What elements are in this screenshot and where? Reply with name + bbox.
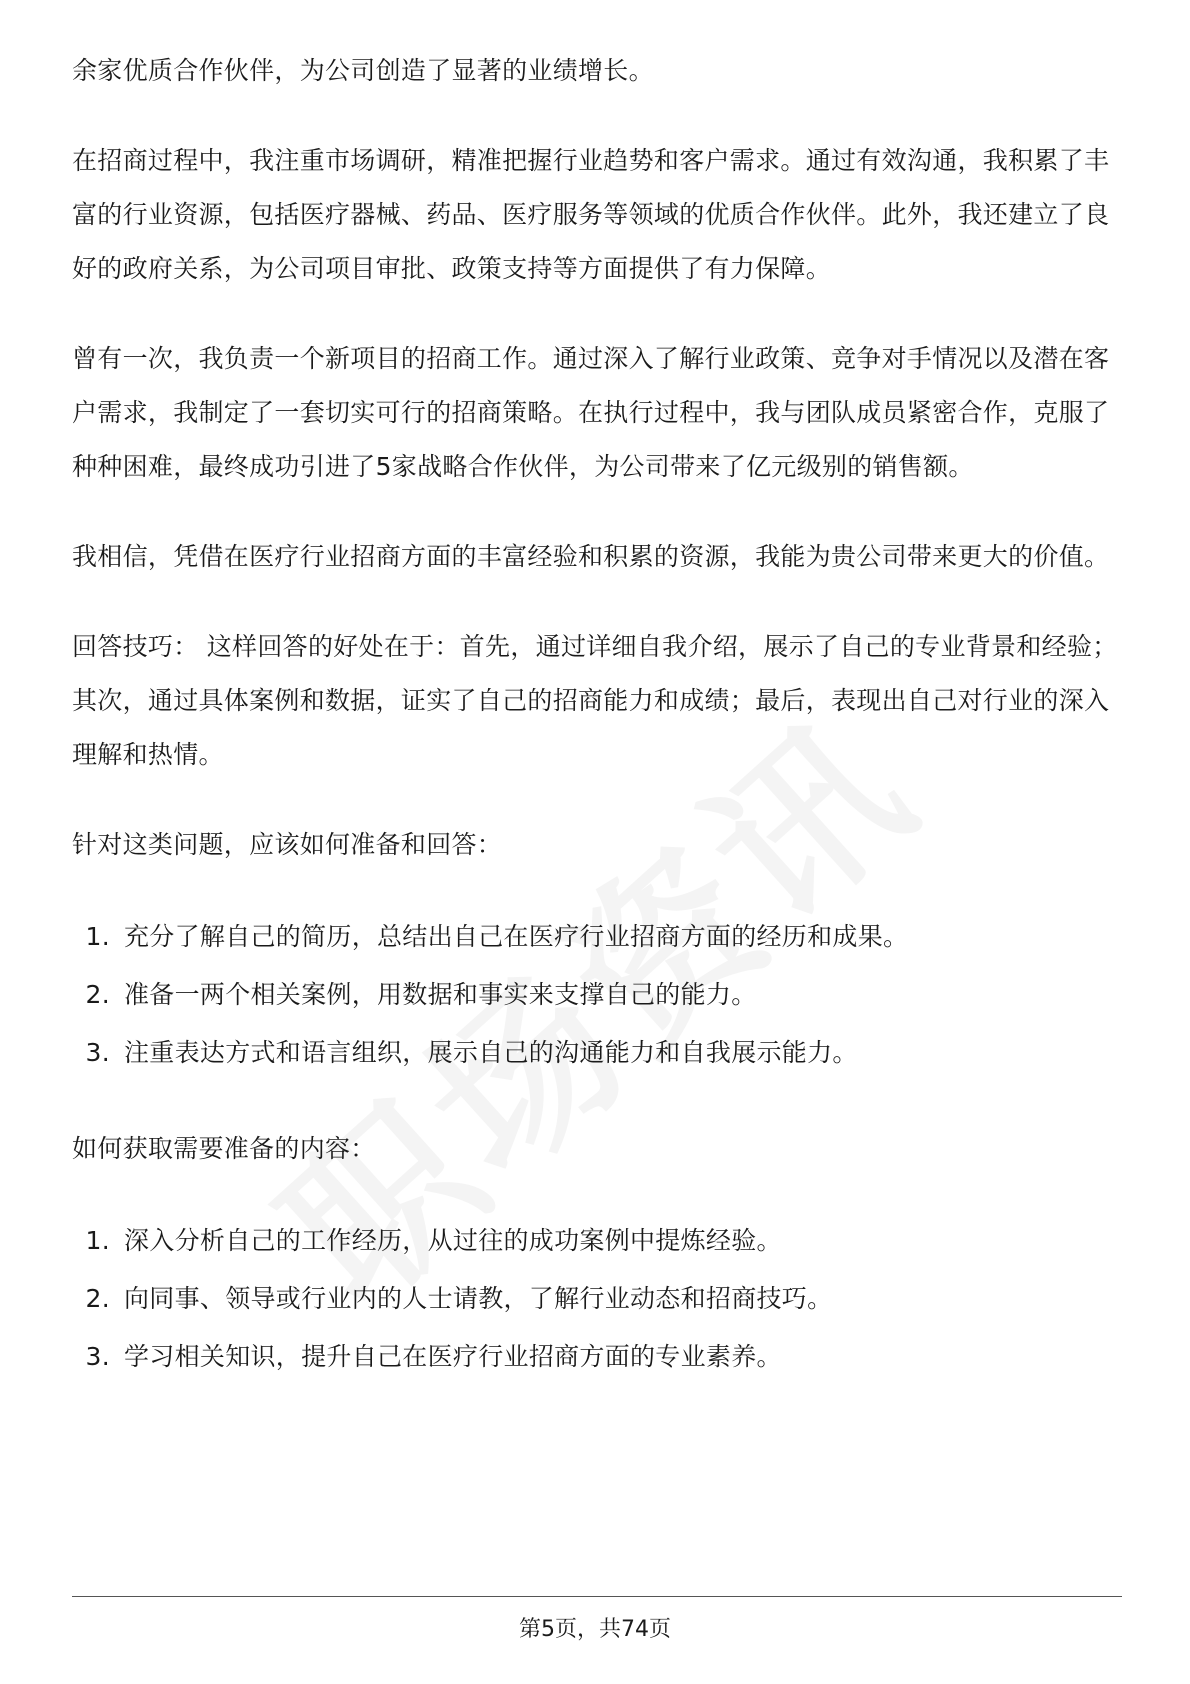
list-item-number: 3. xyxy=(85,1342,110,1371)
paragraph-conclusion: 我相信，凭借在医疗行业招商方面的丰富经验和积累的资源，我能为贵公司带来更大的价值。 xyxy=(72,542,1110,571)
list-item-text: 学习相关知识，提升自己在医疗行业招商方面的专业素养。 xyxy=(124,1342,782,1371)
list-item xyxy=(72,1024,1122,1082)
list-item xyxy=(72,1328,1122,1386)
paragraph-how-to-prepare-heading: 针对这类问题，应该如何准备和回答： xyxy=(72,830,503,859)
list-item-text: 注重表达方式和语言组织，展示自己的沟通能力和自我展示能力。 xyxy=(124,1038,858,1067)
list-item xyxy=(72,908,1122,966)
prepare-list xyxy=(72,908,1122,1082)
page-number: 第5页，共74页 xyxy=(519,1617,671,1642)
list-item-text: 向同事、领导或行业内的人士请教，了解行业动态和招商技巧。 xyxy=(124,1284,833,1313)
paragraph-project-example: 曾有一次，我负责一个新项目的招商工作。通过深入了解行业政策、竞争对手情况以及潜在客户需求，我制定了一套切实可行的招商策略。在执行过程中，我与团队成员紧密合作，克服了种种困难，最终成功引进了5家战略合作伙伴，为公司带来了亿元级别的销售额。 xyxy=(72,344,1110,481)
list-item-number: 1. xyxy=(85,922,110,951)
list-item-text: 准备一两个相关案例，用数据和事实来支撑自己的能力。 xyxy=(124,980,757,1009)
list-item-number: 3. xyxy=(85,1038,110,1067)
paragraph-recruiting-process: 在招商过程中，我注重市场调研，精准把握行业趋势和客户需求。通过有效沟通，我积累了丰富的行业资源，包括医疗器械、药品、医疗服务等领域的优质合作伙伴。此外，我还建立了良好的政府关系，为公司项目审批、政策支持等方面提供了有力保障。 xyxy=(72,146,1110,283)
list-item-number: 2. xyxy=(85,980,110,1009)
list-item-text: 深入分析自己的工作经历，从过往的成功案例中提炼经验。 xyxy=(124,1226,782,1255)
paragraph-answer-tips: 回答技巧： 这样回答的好处在于：首先，通过详细自我介绍，展示了自己的专业背景和经验；其次，通过具体案例和数据，证实了自己的招商能力和成绩；最后，表现出自己对行业的深入理解和热情。 xyxy=(72,632,1118,769)
paragraph-intro-continued: 余家优质合作伙伴，为公司创造了显著的业绩增长。 xyxy=(72,56,654,85)
obtain-list xyxy=(72,1212,1122,1386)
list-item xyxy=(72,1212,1122,1270)
list-item xyxy=(72,1270,1122,1328)
page-content xyxy=(72,44,1122,1426)
footer-divider xyxy=(72,1596,1122,1597)
list-item-number: 2. xyxy=(85,1284,110,1313)
paragraph-how-to-obtain-heading: 如何获取需要准备的内容： xyxy=(72,1134,376,1163)
list-item-number: 1. xyxy=(85,1226,110,1255)
list-item-text: 充分了解自己的简历，总结出自己在医疗行业招商方面的经历和成果。 xyxy=(124,922,909,951)
list-item xyxy=(72,966,1122,1024)
